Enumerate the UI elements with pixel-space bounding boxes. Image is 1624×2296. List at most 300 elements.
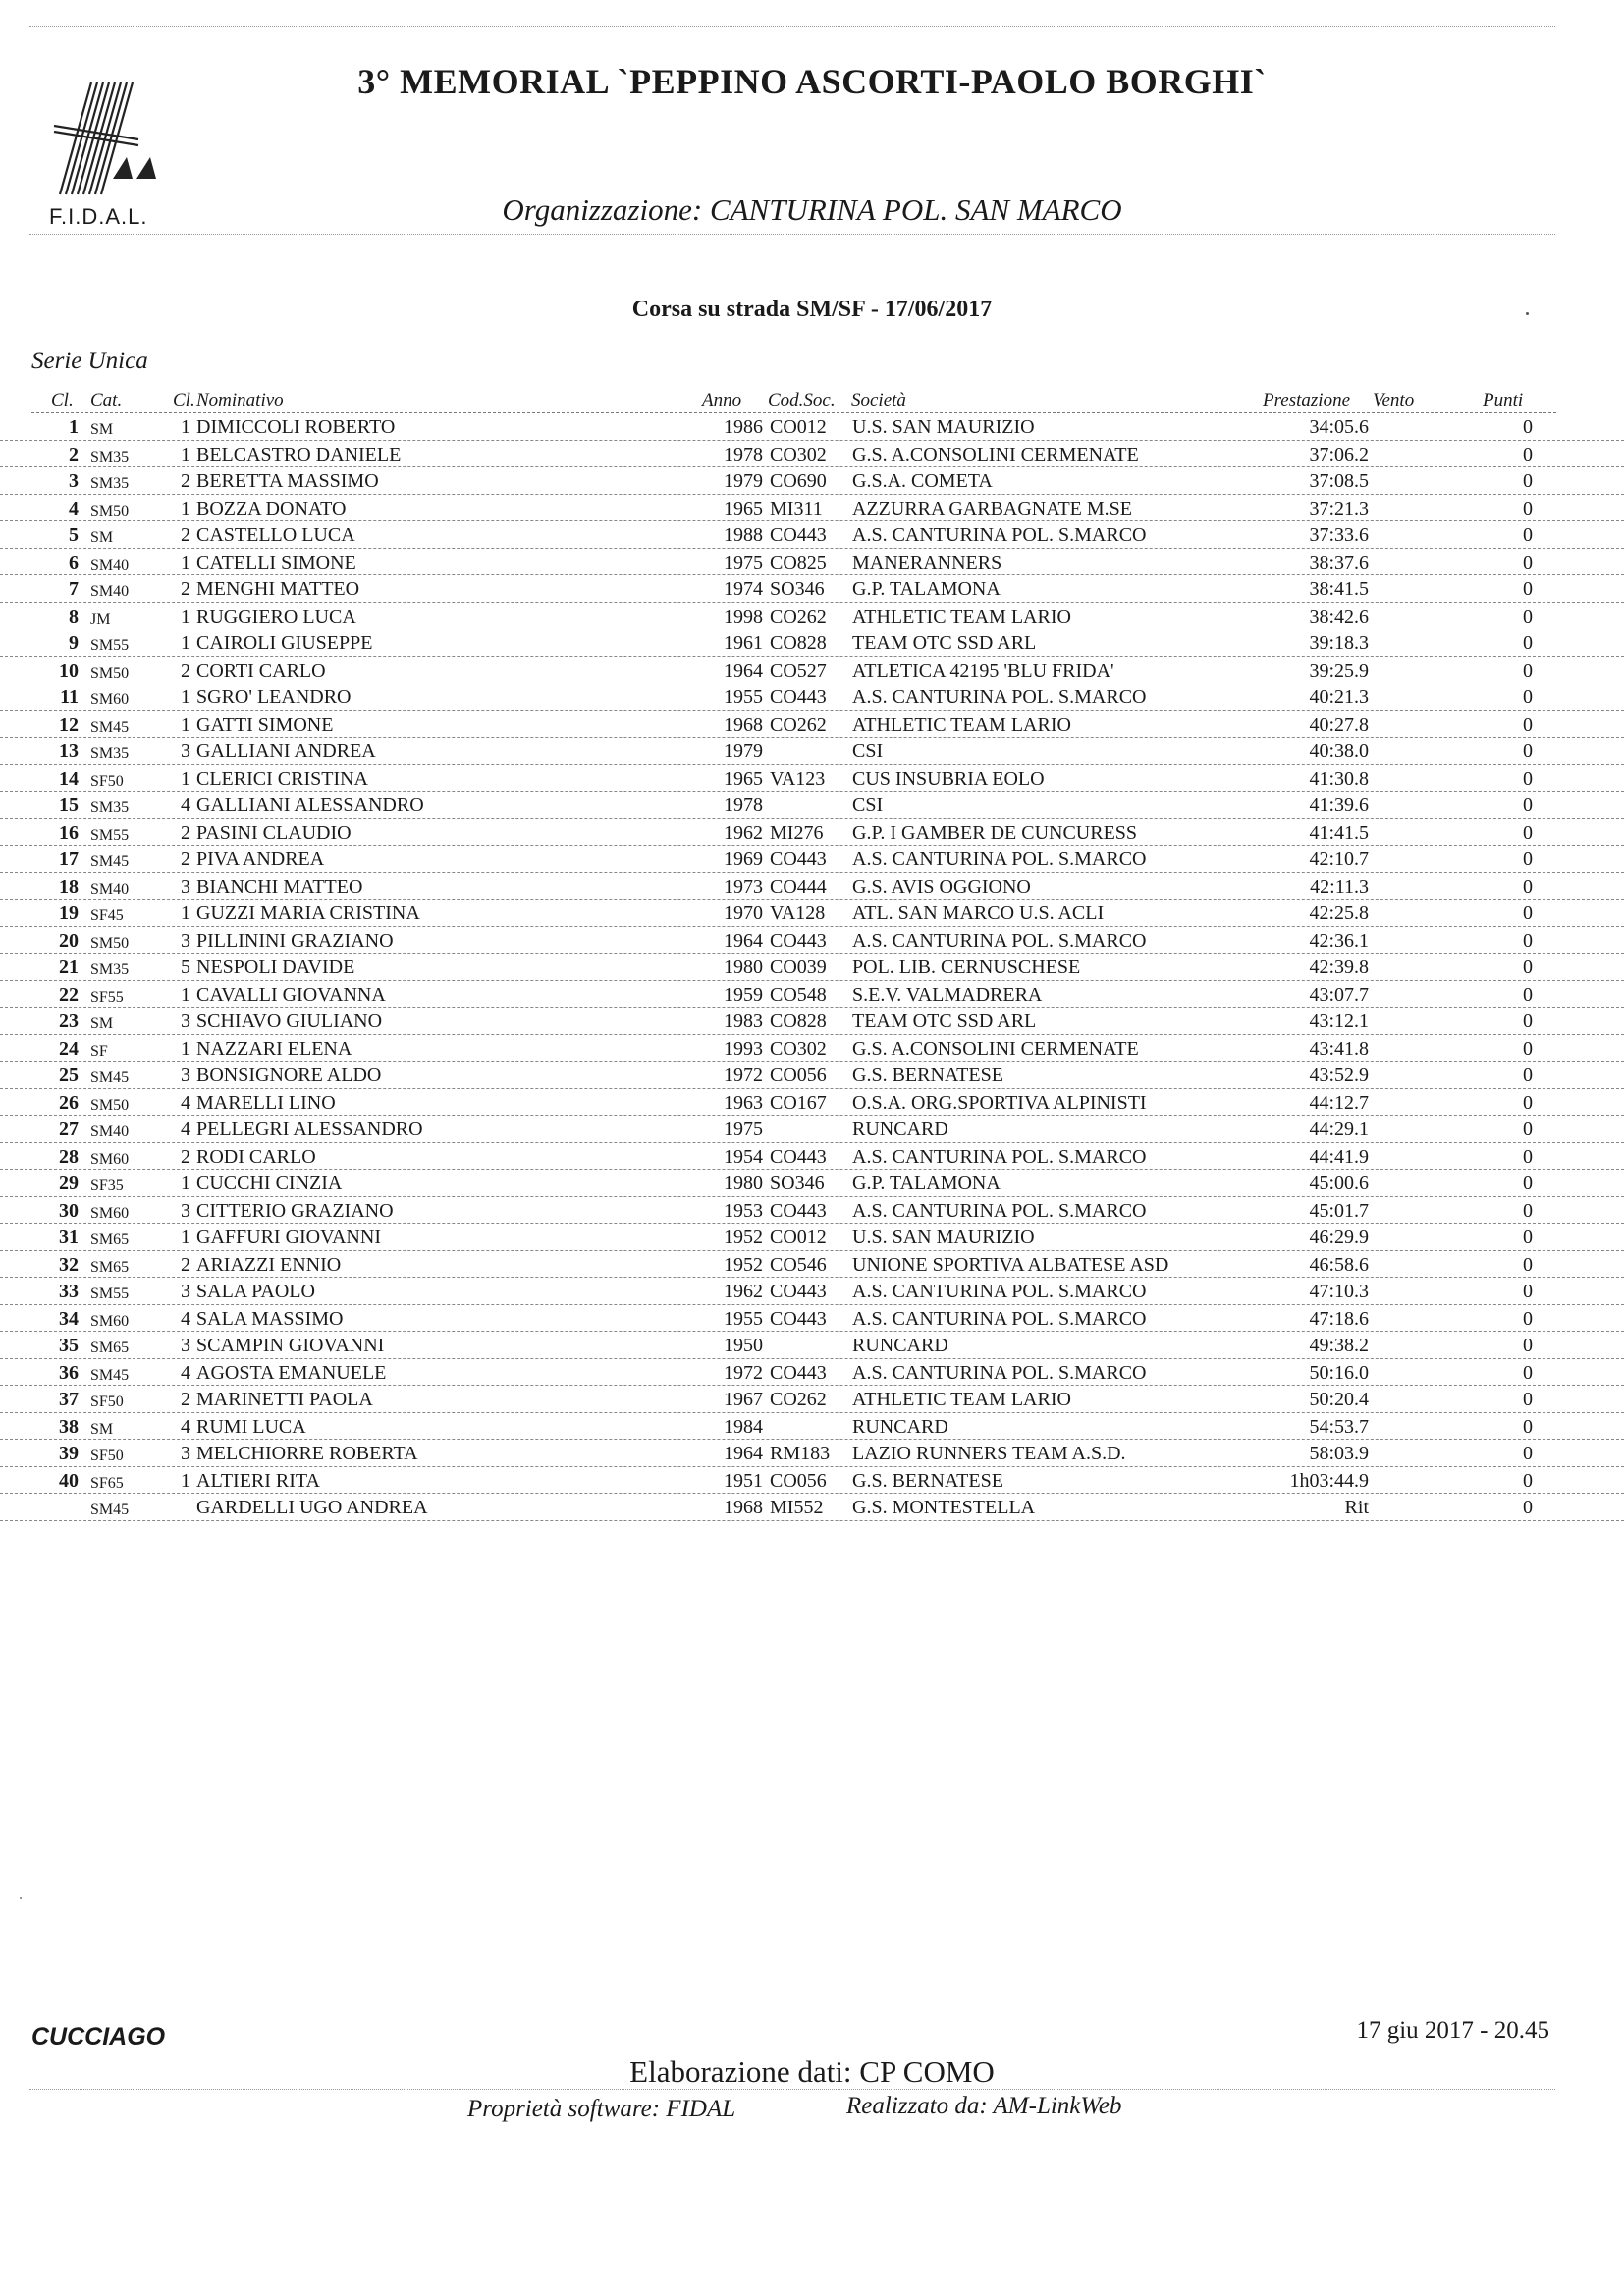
position-cell: 20	[59, 929, 79, 952]
athlete-name-cell: CORTI CARLO	[196, 659, 326, 682]
print-datetime: 17 giu 2017 - 20.45	[1356, 2017, 1549, 2044]
club-name-cell: TEAM OTC SSD ARL	[852, 1011, 1037, 1032]
points-cell: 0	[1523, 1145, 1533, 1168]
category-cell: SM40	[90, 1123, 130, 1140]
category-cell: SM35	[90, 448, 130, 465]
athlete-name-cell: PELLEGRI ALESSANDRO	[196, 1119, 423, 1140]
club-name-cell: A.S. CANTURINA POL. S.MARCO	[852, 686, 1147, 708]
position-cell: 9	[69, 632, 79, 654]
club-code-cell: CO690	[770, 470, 827, 492]
organization-line: Organizzazione: CANTURINA POL. SAN MARCO	[502, 192, 1122, 227]
club-name-cell: ATLETICA 42195 'BLU FRIDA'	[852, 659, 1114, 682]
category-rank-cell: 1	[181, 1469, 190, 1492]
col-header-vento: Vento	[1373, 390, 1415, 410]
club-code-cell: CO443	[770, 686, 827, 708]
birth-year-cell: 1953	[724, 1199, 763, 1222]
birth-year-cell: 1972	[724, 1361, 763, 1384]
category-cell: SF55	[90, 988, 124, 1006]
position-cell: 30	[59, 1199, 79, 1222]
club-name-cell: RUNCARD	[852, 1335, 948, 1356]
table-row	[0, 1062, 1624, 1089]
performance-cell: 45:01.7	[1309, 1199, 1369, 1222]
table-row	[0, 711, 1624, 738]
points-cell: 0	[1523, 1335, 1533, 1356]
category-cell: SM50	[90, 664, 130, 682]
club-code-cell: CO262	[770, 605, 827, 628]
category-cell: SF35	[90, 1177, 124, 1194]
club-name-cell: G.S. BERNATESE	[852, 1065, 1003, 1086]
points-cell: 0	[1523, 443, 1533, 465]
category-cell: SM60	[90, 1150, 130, 1168]
table-row	[0, 1440, 1624, 1467]
points-cell: 0	[1523, 605, 1533, 628]
athlete-name-cell: RUMI LUCA	[196, 1415, 306, 1438]
table-row	[0, 981, 1624, 1009]
category-cell: SF45	[90, 907, 124, 924]
logo-label: F.I.D.A.L.	[49, 204, 148, 229]
birth-year-cell: 1979	[724, 470, 763, 492]
birth-year-cell: 1961	[724, 632, 763, 654]
elaboration-line: Elaborazione dati: CP COMO	[629, 2054, 995, 2089]
points-cell: 0	[1523, 470, 1533, 492]
club-name-cell: U.S. SAN MAURIZIO	[852, 416, 1035, 438]
category-cell: SM40	[90, 880, 130, 898]
category-rank-cell: 3	[181, 1065, 190, 1086]
club-name-cell: G.P. TALAMONA	[852, 1173, 1001, 1194]
category-cell: SM60	[90, 1312, 130, 1330]
points-cell: 0	[1523, 1253, 1533, 1276]
points-cell: 0	[1523, 767, 1533, 790]
category-rank-cell: 1	[181, 497, 190, 519]
table-row	[0, 1467, 1624, 1495]
page-title: 3° MEMORIAL `PEPPINO ASCORTI-PAOLO BORGHI`	[357, 62, 1267, 101]
category-rank-cell: 2	[181, 1145, 190, 1168]
category-rank-cell: 3	[181, 1281, 190, 1302]
athlete-name-cell: GALLIANI ALESSANDRO	[196, 794, 424, 816]
club-name-cell: G.P. TALAMONA	[852, 578, 1001, 600]
category-cell: SM50	[90, 502, 130, 519]
points-cell: 0	[1523, 1469, 1533, 1492]
series-label: Serie Unica	[31, 348, 148, 374]
performance-cell: 44:12.7	[1309, 1091, 1369, 1114]
birth-year-cell: 1964	[724, 1443, 763, 1464]
position-cell: 38	[59, 1415, 79, 1438]
points-cell: 0	[1523, 1415, 1533, 1438]
performance-cell: 40:38.0	[1309, 740, 1369, 762]
category-rank-cell: 4	[181, 1119, 190, 1140]
category-rank-cell: 4	[181, 1361, 190, 1384]
table-row	[0, 927, 1624, 955]
position-cell: 27	[59, 1119, 79, 1140]
performance-cell: 43:41.8	[1309, 1037, 1369, 1060]
stray-dot	[20, 1897, 22, 1899]
points-cell: 0	[1523, 416, 1533, 438]
club-name-cell: ATHLETIC TEAM LARIO	[852, 1389, 1071, 1410]
table-row	[0, 1251, 1624, 1279]
points-cell: 0	[1523, 740, 1533, 762]
points-cell: 0	[1523, 1361, 1533, 1384]
points-cell: 0	[1523, 1389, 1533, 1410]
top-rule	[29, 26, 1555, 27]
category-rank-cell: 3	[181, 1335, 190, 1356]
category-rank-cell: 2	[181, 659, 190, 682]
birth-year-cell: 1963	[724, 1091, 763, 1114]
stray-mark	[1526, 312, 1529, 315]
position-cell: 3	[69, 470, 79, 492]
position-cell: 6	[69, 551, 79, 574]
category-rank-cell: 2	[181, 1253, 190, 1276]
performance-cell: 54:53.7	[1309, 1415, 1369, 1438]
place-label: CUCCIAGO	[31, 2023, 166, 2050]
athlete-name-cell: MELCHIORRE ROBERTA	[196, 1443, 418, 1464]
category-cell: SM	[90, 529, 114, 546]
table-row	[0, 900, 1624, 927]
table-row	[0, 683, 1624, 711]
club-name-cell: RUNCARD	[852, 1415, 948, 1438]
club-code-cell: CO443	[770, 1145, 827, 1168]
position-cell: 15	[59, 794, 79, 816]
category-cell: SM45	[90, 1502, 130, 1518]
athlete-name-cell: ARIAZZI ENNIO	[196, 1253, 342, 1276]
club-code-cell: CO828	[770, 632, 827, 654]
points-cell: 0	[1523, 957, 1533, 978]
category-rank-cell: 3	[181, 875, 190, 898]
position-cell: 39	[59, 1443, 79, 1464]
club-name-cell: ATHLETIC TEAM LARIO	[852, 713, 1071, 736]
table-row	[0, 954, 1624, 981]
category-cell: SM55	[90, 637, 130, 654]
birth-year-cell: 1970	[724, 902, 763, 924]
performance-cell: 42:39.8	[1309, 957, 1369, 978]
club-name-cell: ATHLETIC TEAM LARIO	[852, 605, 1071, 628]
birth-year-cell: 1962	[724, 821, 763, 844]
performance-cell: 50:16.0	[1309, 1361, 1369, 1384]
birth-year-cell: 1955	[724, 1307, 763, 1330]
performance-cell: 46:29.9	[1309, 1227, 1369, 1248]
birth-year-cell: 1951	[724, 1469, 763, 1492]
athlete-name-cell: CAVALLI GIOVANNA	[196, 983, 386, 1006]
performance-cell: 34:05.6	[1309, 416, 1369, 438]
table-row	[0, 629, 1624, 657]
table-row	[0, 413, 1624, 441]
table-row	[0, 575, 1624, 603]
position-cell: 11	[60, 686, 79, 708]
club-code-cell: CO546	[770, 1253, 827, 1276]
performance-cell: 37:06.2	[1309, 443, 1369, 465]
athlete-name-cell: BELCASTRO DANIELE	[196, 443, 402, 465]
performance-cell: 58:03.9	[1309, 1443, 1369, 1464]
birth-year-cell: 1968	[724, 713, 763, 736]
category-rank-cell: 3	[181, 740, 190, 762]
category-cell: SM65	[90, 1258, 130, 1276]
category-rank-cell: 1	[181, 443, 190, 465]
birth-year-cell: 1993	[724, 1037, 763, 1060]
col-header-cl2: Cl.	[173, 390, 195, 410]
performance-cell: 41:41.5	[1309, 821, 1369, 844]
club-code-cell: CO443	[770, 524, 827, 546]
performance-cell: 37:33.6	[1309, 524, 1369, 546]
category-cell: SF50	[90, 1394, 124, 1410]
table-row	[0, 819, 1624, 847]
position-cell: 23	[59, 1011, 79, 1032]
position-cell: 24	[59, 1037, 79, 1060]
club-name-cell: A.S. CANTURINA POL. S.MARCO	[852, 929, 1147, 952]
table-row	[0, 467, 1624, 495]
col-header-cl: Cl.	[51, 390, 74, 410]
performance-cell: 38:42.6	[1309, 605, 1369, 628]
category-rank-cell: 4	[181, 1091, 190, 1114]
table-row	[0, 1413, 1624, 1441]
category-rank-cell: 2	[181, 470, 190, 492]
points-cell: 0	[1523, 1281, 1533, 1302]
position-cell: 28	[59, 1145, 79, 1168]
performance-cell: 43:12.1	[1309, 1011, 1369, 1032]
athlete-name-cell: SALA MASSIMO	[196, 1307, 344, 1330]
software-property: Proprietà software: FIDAL	[467, 2096, 736, 2122]
athlete-name-cell: MARINETTI PAOLA	[196, 1389, 373, 1410]
position-cell: 16	[59, 821, 79, 844]
club-name-cell: G.S. A.CONSOLINI CERMENATE	[852, 443, 1139, 465]
category-rank-cell: 5	[181, 957, 190, 978]
birth-year-cell: 1998	[724, 605, 763, 628]
table-row	[0, 1197, 1624, 1225]
performance-cell: 39:25.9	[1309, 659, 1369, 682]
club-name-cell: G.S. BERNATESE	[852, 1469, 1003, 1492]
category-rank-cell: 1	[181, 1037, 190, 1060]
club-code-cell: CO443	[770, 848, 827, 870]
category-rank-cell: 1	[181, 902, 190, 924]
col-header-nominativo: Nominativo	[196, 390, 284, 410]
athlete-name-cell: CATELLI SIMONE	[196, 551, 356, 574]
club-name-cell: MANERANNERS	[852, 551, 1002, 574]
birth-year-cell: 1975	[724, 1119, 763, 1140]
category-rank-cell: 1	[181, 767, 190, 790]
birth-year-cell: 1984	[724, 1415, 763, 1438]
category-rank-cell: 4	[181, 1307, 190, 1330]
category-rank-cell: 1	[181, 1227, 190, 1248]
category-cell: SM65	[90, 1339, 130, 1356]
category-rank-cell: 2	[181, 848, 190, 870]
performance-cell: 38:41.5	[1309, 578, 1369, 600]
category-cell: SM35	[90, 475, 130, 492]
position-cell: 22	[59, 983, 79, 1006]
category-rank-cell: 1	[181, 713, 190, 736]
points-cell: 0	[1523, 497, 1533, 519]
category-rank-cell: 1	[181, 1173, 190, 1194]
performance-cell: 43:07.7	[1309, 983, 1369, 1006]
performance-cell: 44:29.1	[1309, 1119, 1369, 1140]
points-cell: 0	[1523, 686, 1533, 708]
athlete-name-cell: CAIROLI GIUSEPPE	[196, 632, 373, 654]
points-cell: 0	[1523, 1011, 1533, 1032]
club-name-cell: UNIONE SPORTIVA ALBATESE ASD	[852, 1253, 1169, 1276]
category-cell: SM45	[90, 1366, 130, 1384]
birth-year-cell: 1959	[724, 983, 763, 1006]
athlete-name-cell: BOZZA DONATO	[196, 497, 347, 519]
athlete-name-cell: RODI CARLO	[196, 1145, 316, 1168]
table-row	[0, 1008, 1624, 1035]
table-row	[0, 765, 1624, 793]
position-cell: 32	[59, 1253, 79, 1276]
points-cell: 0	[1523, 524, 1533, 546]
points-cell: 0	[1523, 875, 1533, 898]
table-row	[0, 1116, 1624, 1143]
category-rank-cell: 1	[181, 551, 190, 574]
club-name-cell: POL. LIB. CERNUSCHESE	[852, 957, 1081, 978]
performance-cell: 41:30.8	[1309, 767, 1369, 790]
club-name-cell: A.S. CANTURINA POL. S.MARCO	[852, 1307, 1147, 1330]
table-row	[0, 846, 1624, 873]
club-code-cell: CO444	[770, 875, 827, 898]
performance-cell: 37:21.3	[1309, 497, 1369, 519]
category-rank-cell: 1	[181, 632, 190, 654]
performance-cell: 45:00.6	[1309, 1173, 1369, 1194]
performance-cell: 1h03:44.9	[1289, 1469, 1369, 1492]
birth-year-cell: 1986	[724, 416, 763, 438]
category-cell: SM60	[90, 1204, 130, 1222]
athlete-name-cell: RUGGIERO LUCA	[196, 605, 356, 628]
footer-rule	[29, 2089, 1555, 2090]
birth-year-cell: 1950	[724, 1335, 763, 1356]
category-rank-cell: 2	[181, 821, 190, 844]
position-cell: 8	[69, 605, 79, 628]
position-cell: 35	[59, 1335, 79, 1356]
category-cell: SM55	[90, 826, 130, 844]
athlete-name-cell: ALTIERI RITA	[196, 1469, 320, 1492]
table-row	[0, 1332, 1624, 1359]
athlete-name-cell: SCAMPIN GIOVANNI	[196, 1335, 385, 1356]
position-cell: 4	[69, 497, 79, 519]
col-header-prestazione: Prestazione	[1263, 390, 1351, 410]
category-cell: SM50	[90, 934, 130, 952]
category-cell: SM35	[90, 961, 130, 978]
club-code-cell: CO443	[770, 1307, 827, 1330]
birth-year-cell: 1952	[724, 1227, 763, 1248]
points-cell: 0	[1523, 794, 1533, 816]
birth-year-cell: 1967	[724, 1389, 763, 1410]
col-header-anno: Anno	[702, 390, 742, 410]
realized-by: Realizzato da: AM-LinkWeb	[846, 2093, 1122, 2119]
category-cell: SF65	[90, 1474, 124, 1492]
points-cell: 0	[1523, 983, 1533, 1006]
table-row	[0, 1143, 1624, 1171]
birth-year-cell: 1972	[724, 1065, 763, 1086]
points-cell: 0	[1523, 713, 1533, 736]
table-row	[0, 1035, 1624, 1063]
club-name-cell: AZZURRA GARBAGNATE M.SE	[852, 497, 1133, 519]
club-name-cell: TEAM OTC SSD ARL	[852, 632, 1037, 654]
table-row	[0, 441, 1624, 468]
position-cell: 40	[59, 1469, 79, 1492]
club-code-cell: CO262	[770, 1389, 827, 1410]
position-cell: 5	[69, 524, 79, 546]
category-cell: SM40	[90, 556, 130, 574]
points-cell: 0	[1523, 1065, 1533, 1086]
position-cell: 17	[59, 848, 79, 870]
points-cell: 0	[1523, 1307, 1533, 1330]
club-name-cell: A.S. CANTURINA POL. S.MARCO	[852, 1281, 1147, 1302]
category-cell: SF	[90, 1042, 108, 1060]
club-code-cell: CO548	[770, 983, 827, 1006]
performance-cell: 46:58.6	[1309, 1253, 1369, 1276]
category-rank-cell: 2	[181, 524, 190, 546]
category-rank-cell: 4	[181, 1415, 190, 1438]
performance-cell: 40:21.3	[1309, 686, 1369, 708]
category-cell: SM45	[90, 1069, 130, 1086]
club-name-cell: ATL. SAN MARCO U.S. ACLI	[852, 902, 1105, 924]
points-cell: 0	[1523, 1227, 1533, 1248]
position-cell: 26	[59, 1091, 79, 1114]
category-cell: SM45	[90, 853, 130, 870]
birth-year-cell: 1965	[724, 497, 763, 519]
club-name-cell: RUNCARD	[852, 1119, 948, 1140]
birth-year-cell: 1978	[724, 443, 763, 465]
athlete-name-cell: CUCCHI CINZIA	[196, 1173, 343, 1194]
category-cell: SM60	[90, 691, 130, 708]
performance-cell: 40:27.8	[1309, 713, 1369, 736]
birth-year-cell: 1975	[724, 551, 763, 574]
athlete-name-cell: DIMICCOLI ROBERTO	[196, 416, 396, 438]
results-table	[0, 413, 1624, 1521]
category-cell: SF50	[90, 1448, 124, 1464]
performance-cell: 38:37.6	[1309, 551, 1369, 574]
table-row	[0, 738, 1624, 765]
position-cell: 10	[59, 659, 79, 682]
athlete-name-cell: MARELLI LINO	[196, 1091, 336, 1114]
performance-cell: 47:18.6	[1309, 1307, 1369, 1330]
birth-year-cell: 1964	[724, 929, 763, 952]
athlete-name-cell: CASTELLO LUCA	[196, 524, 355, 546]
birth-year-cell: 1974	[724, 578, 763, 600]
club-code-cell: MI311	[770, 497, 823, 519]
athlete-name-cell: AGOSTA EMANUELE	[196, 1361, 387, 1384]
birth-year-cell: 1952	[724, 1253, 763, 1276]
category-cell: SM35	[90, 745, 130, 762]
club-name-cell: G.S. AVIS OGGIONO	[852, 875, 1031, 898]
category-cell: SM	[90, 1015, 114, 1032]
position-cell: 21	[59, 957, 79, 978]
category-cell: SM65	[90, 1231, 130, 1248]
club-code-cell: SO346	[770, 578, 825, 600]
performance-cell: 43:52.9	[1309, 1065, 1369, 1086]
athlete-name-cell: SALA PAOLO	[196, 1281, 315, 1302]
birth-year-cell: 1964	[724, 659, 763, 682]
points-cell: 0	[1523, 902, 1533, 924]
athlete-name-cell: GARDELLI UGO ANDREA	[196, 1497, 428, 1518]
performance-cell: 42:36.1	[1309, 929, 1369, 952]
category-rank-cell: 1	[181, 605, 190, 628]
points-cell: 0	[1523, 632, 1533, 654]
club-code-cell: RM183	[770, 1443, 831, 1464]
club-name-cell: LAZIO RUNNERS TEAM A.S.D.	[852, 1443, 1126, 1464]
birth-year-cell: 1965	[724, 767, 763, 790]
club-name-cell: CSI	[852, 794, 884, 816]
athlete-name-cell: NAZZARI ELENA	[196, 1037, 352, 1060]
position-cell: 25	[59, 1065, 79, 1086]
header-rule	[29, 234, 1555, 235]
birth-year-cell: 1980	[724, 1173, 763, 1194]
performance-cell: 42:25.8	[1309, 902, 1369, 924]
points-cell: 0	[1523, 821, 1533, 844]
points-cell: 0	[1523, 1199, 1533, 1222]
performance-cell: 41:39.6	[1309, 794, 1369, 816]
category-rank-cell: 1	[181, 416, 190, 438]
points-cell: 0	[1523, 848, 1533, 870]
position-cell: 1	[69, 416, 79, 438]
club-name-cell: A.S. CANTURINA POL. S.MARCO	[852, 848, 1147, 870]
athlete-name-cell: GAFFURI GIOVANNI	[196, 1227, 381, 1248]
performance-cell: 50:20.4	[1309, 1389, 1369, 1410]
